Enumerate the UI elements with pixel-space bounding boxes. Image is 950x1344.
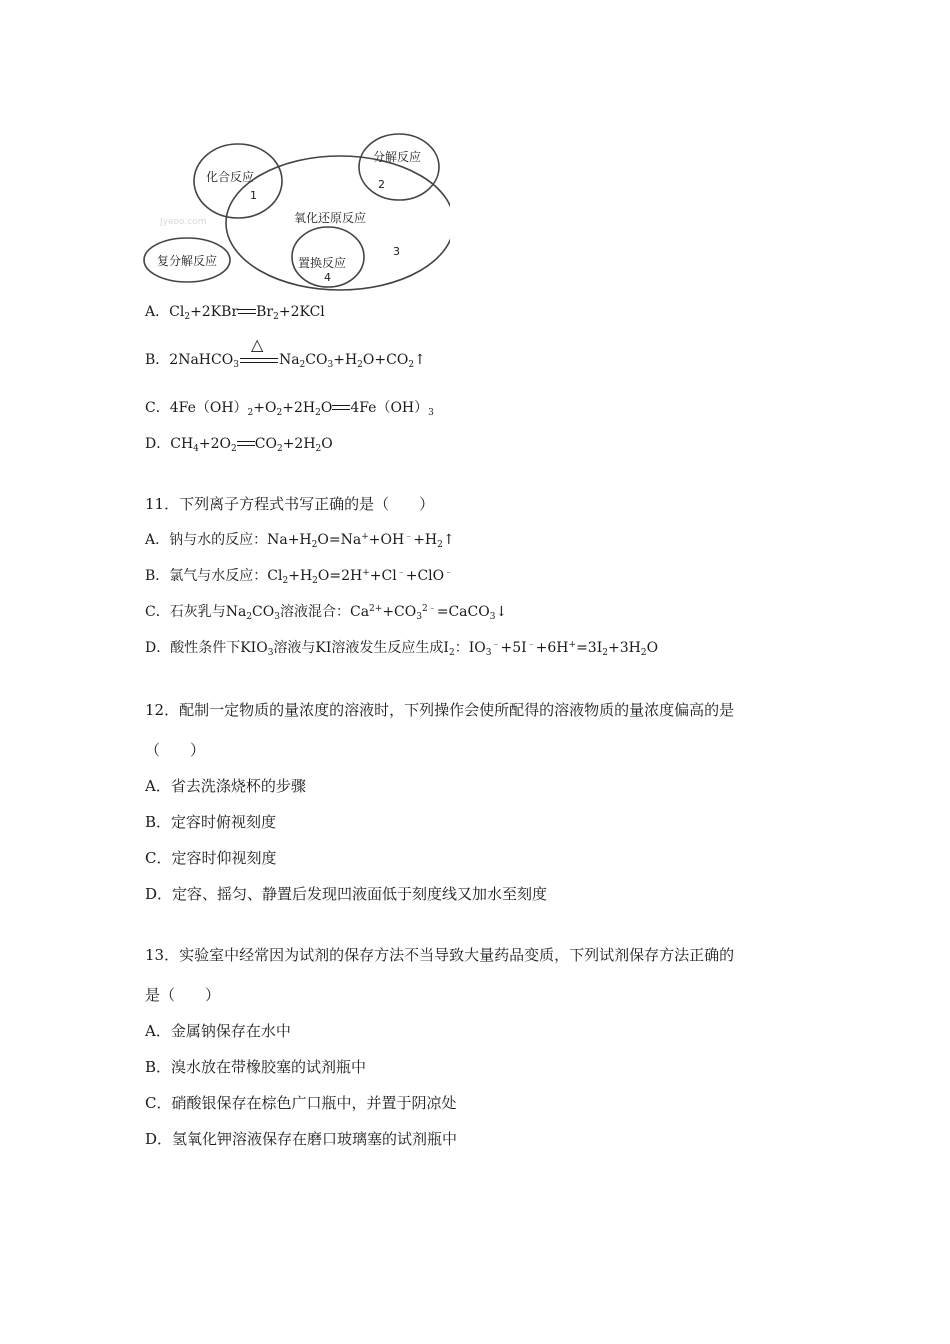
q13-option-a: A．金属钠保存在水中 [145,1022,291,1040]
q11-option-c: C．石灰乳与$Na_2CO_3$溶液混合：$Ca^{2+}+CO_3^{2﹣}=CaCO_3↓$ [145,604,508,622]
label-1: 1 [250,189,257,202]
q13-option-b: B．溴水放在带橡胶塞的试剂瓶中 [145,1058,367,1076]
label-4: 4 [324,271,331,284]
q13-option-c: C．硝酸银保存在棕色广口瓶中，并置于阴凉处 [145,1094,457,1112]
q13-stem-line1: 13．实验室中经常因为试剂的保存方法不当导致大量药品变质，下列试剂保存方法正确的 [145,946,735,964]
q10-option-a: A．$Cl_2+2KBr$ $Br_2+2KCl$ [145,304,325,322]
equals-sign [332,405,350,411]
q12-stem-line1: 12．配制一定物质的量浓度的溶液时，下列操作会使所配得的溶液物质的量浓度偏高的是 [145,701,735,719]
q10-option-b: B．2NaHCO$_3$ △ $Na_2CO_3+H_2O+CO_2↑$ [145,335,426,370]
q10-option-d: D．$CH_4+2O_2$ $CO_2+2H_2O$ [145,436,333,454]
label-2: 2 [378,178,385,191]
q13-option-d: D．氢氧化钾溶液保存在磨口玻璃塞的试剂瓶中 [145,1130,458,1148]
heat-triangle-icon: △ [250,335,264,354]
displacement-label: 置换反应 [298,256,347,270]
equals-sign [238,309,256,315]
equals-sign [237,441,255,447]
decomposition-ellipse [359,134,439,200]
q13-stem-line2: 是（ ） [145,986,221,1004]
q12-option-d: D．定容、摇匀、静置后发现凹液面低于刻度线又加水至刻度 [145,885,548,903]
q10-option-c: C．$4Fe(OH)_2+O_2+2H_2O$ $4Fe(OH)_3$ [145,400,434,418]
heat-equals-sign [240,335,278,367]
q12-option-c: C．定容时仰视刻度 [145,849,277,867]
q11-option-b: B．氯气与水反应：$Cl_2+H_2O=2H^++Cl^﹣+ClO^﹣$ [145,568,454,586]
q11-option-a: A．钠与水的反应：$Na+H_2O=Na^++OH^﹣+H_2↑$ [145,532,455,550]
combination-label: 化合反应 [206,170,255,184]
double-decomposition-label: 复分解反应 [157,254,218,268]
q11-stem: 11．下列离子方程式书写正确的是（ ） [145,495,435,513]
q11-option-d: D．酸性条件下$KIO_3$溶液与KI溶液发生反应生成$I_2$：$IO_3^﹣+5I^﹣+6H^+=3I_2+3H_2O$ [145,640,659,658]
q12-option-a: A．省去洗涤烧杯的步骤 [145,777,306,795]
label-3: 3 [393,245,400,258]
decomposition-label: 分解反应 [373,150,422,164]
q12-stem-line2: （ ） [145,741,206,759]
q12-option-b: B．定容时俯视刻度 [145,813,277,831]
redox-label: 氧化还原反应 [294,211,367,225]
reaction-types-venn-diagram [140,125,450,295]
watermark-text: Jyeoo.com [160,217,207,227]
